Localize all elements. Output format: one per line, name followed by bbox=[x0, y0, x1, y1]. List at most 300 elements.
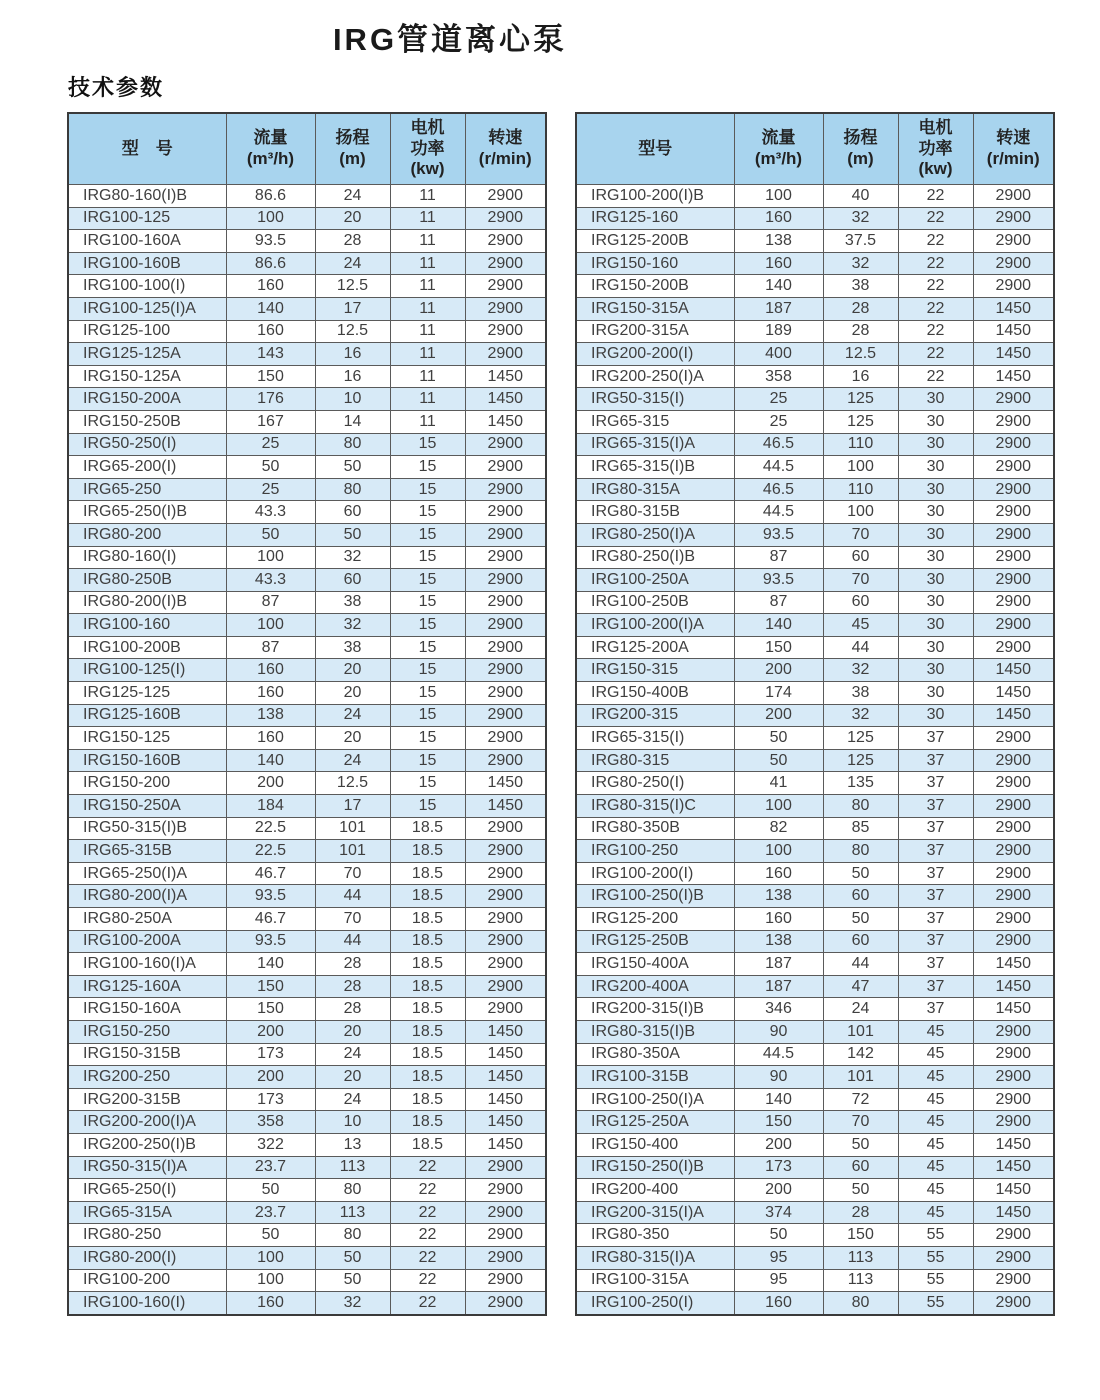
power-cell: 15 bbox=[390, 591, 465, 614]
power-cell: 22 bbox=[390, 1201, 465, 1224]
head-cell: 113 bbox=[823, 1246, 898, 1269]
model-cell: IRG200-200(I)A bbox=[68, 1111, 226, 1134]
power-cell: 18.5 bbox=[390, 1066, 465, 1089]
speed-cell: 2900 bbox=[973, 840, 1054, 863]
flow-cell: 200 bbox=[226, 1066, 315, 1089]
power-cell: 15 bbox=[390, 704, 465, 727]
head-cell: 28 bbox=[315, 953, 390, 976]
flow-cell: 138 bbox=[734, 230, 823, 253]
table-row bbox=[576, 185, 1054, 208]
model-cell: IRG200-315 bbox=[576, 704, 734, 727]
table-row bbox=[576, 1224, 1054, 1247]
power-cell: 22 bbox=[898, 185, 973, 208]
model-cell: IRG100-160(I)A bbox=[68, 953, 226, 976]
table-row bbox=[68, 501, 546, 524]
table-row bbox=[576, 230, 1054, 253]
power-cell: 22 bbox=[898, 320, 973, 343]
speed-cell: 1450 bbox=[973, 343, 1054, 366]
flow-cell: 200 bbox=[734, 1179, 823, 1202]
flow-cell: 150 bbox=[734, 1111, 823, 1134]
model-cell: IRG150-400B bbox=[576, 682, 734, 705]
speed-cell: 1450 bbox=[465, 1020, 546, 1043]
flow-cell: 46.7 bbox=[226, 862, 315, 885]
head-cell: 16 bbox=[823, 365, 898, 388]
table-row bbox=[576, 862, 1054, 885]
model-cell: IRG80-250(I)B bbox=[576, 546, 734, 569]
model-cell: IRG200-315(I)A bbox=[576, 1201, 734, 1224]
head-cell: 13 bbox=[315, 1133, 390, 1156]
speed-cell: 1450 bbox=[973, 1179, 1054, 1202]
table-row bbox=[68, 1156, 546, 1179]
head-cell: 60 bbox=[823, 885, 898, 908]
flow-cell: 93.5 bbox=[734, 569, 823, 592]
speed-cell: 2900 bbox=[973, 862, 1054, 885]
column-header-flow: 流量 (m³/h) bbox=[734, 113, 823, 185]
flow-cell: 95 bbox=[734, 1246, 823, 1269]
speed-cell: 2900 bbox=[465, 501, 546, 524]
table-row bbox=[68, 591, 546, 614]
table-row bbox=[576, 727, 1054, 750]
speed-cell: 2900 bbox=[465, 297, 546, 320]
power-cell: 37 bbox=[898, 749, 973, 772]
model-cell: IRG200-315B bbox=[68, 1088, 226, 1111]
power-cell: 15 bbox=[390, 433, 465, 456]
model-cell: IRG150-200 bbox=[68, 772, 226, 795]
speed-cell: 2900 bbox=[465, 659, 546, 682]
flow-cell: 87 bbox=[734, 546, 823, 569]
speed-cell: 2900 bbox=[465, 1156, 546, 1179]
table-row bbox=[576, 930, 1054, 953]
power-cell: 11 bbox=[390, 320, 465, 343]
power-cell: 18.5 bbox=[390, 1088, 465, 1111]
speed-cell: 2900 bbox=[465, 523, 546, 546]
flow-cell: 400 bbox=[734, 343, 823, 366]
model-cell: IRG80-315B bbox=[576, 501, 734, 524]
head-cell: 44 bbox=[315, 930, 390, 953]
flow-cell: 160 bbox=[226, 659, 315, 682]
head-cell: 38 bbox=[823, 682, 898, 705]
model-cell: IRG100-250(I)A bbox=[576, 1088, 734, 1111]
speed-cell: 2900 bbox=[973, 1246, 1054, 1269]
model-cell: IRG125-200B bbox=[576, 230, 734, 253]
table-row bbox=[68, 953, 546, 976]
model-cell: IRG200-315(I)B bbox=[576, 998, 734, 1021]
table-row bbox=[576, 546, 1054, 569]
table-row bbox=[68, 885, 546, 908]
head-cell: 24 bbox=[315, 1043, 390, 1066]
head-cell: 70 bbox=[315, 862, 390, 885]
flow-cell: 160 bbox=[226, 727, 315, 750]
power-cell: 37 bbox=[898, 930, 973, 953]
model-cell: IRG200-315A bbox=[576, 320, 734, 343]
table-row bbox=[68, 230, 546, 253]
table-row bbox=[68, 1292, 546, 1315]
head-cell: 45 bbox=[823, 614, 898, 637]
speed-cell: 1450 bbox=[973, 704, 1054, 727]
head-cell: 24 bbox=[315, 704, 390, 727]
head-cell: 12.5 bbox=[315, 275, 390, 298]
speed-cell: 2900 bbox=[465, 682, 546, 705]
head-cell: 28 bbox=[315, 998, 390, 1021]
model-cell: IRG80-350B bbox=[576, 817, 734, 840]
table-row bbox=[576, 908, 1054, 931]
head-cell: 14 bbox=[315, 410, 390, 433]
power-cell: 30 bbox=[898, 682, 973, 705]
speed-cell: 1450 bbox=[973, 365, 1054, 388]
flow-cell: 41 bbox=[734, 772, 823, 795]
model-cell: IRG65-315 bbox=[576, 410, 734, 433]
head-cell: 50 bbox=[315, 456, 390, 479]
head-cell: 20 bbox=[315, 727, 390, 750]
power-cell: 22 bbox=[390, 1224, 465, 1247]
table-row bbox=[68, 704, 546, 727]
model-cell: IRG80-350 bbox=[576, 1224, 734, 1247]
model-cell: IRG125-200 bbox=[576, 908, 734, 931]
speed-cell: 2900 bbox=[973, 1043, 1054, 1066]
speed-cell: 1450 bbox=[973, 659, 1054, 682]
column-header-head: 扬程 (m) bbox=[315, 113, 390, 185]
head-cell: 12.5 bbox=[823, 343, 898, 366]
table-row bbox=[68, 862, 546, 885]
head-cell: 32 bbox=[315, 614, 390, 637]
table-row bbox=[68, 682, 546, 705]
head-cell: 32 bbox=[315, 546, 390, 569]
column-header-power: 电机 功率 (kw) bbox=[390, 113, 465, 185]
flow-cell: 44.5 bbox=[734, 1043, 823, 1066]
speed-cell: 2900 bbox=[973, 388, 1054, 411]
table-row bbox=[68, 795, 546, 818]
model-cell: IRG80-200(I)A bbox=[68, 885, 226, 908]
flow-cell: 187 bbox=[734, 975, 823, 998]
power-cell: 37 bbox=[898, 862, 973, 885]
table-row bbox=[576, 817, 1054, 840]
speed-cell: 2900 bbox=[465, 1292, 546, 1315]
flow-cell: 23.7 bbox=[226, 1156, 315, 1179]
speed-cell: 2900 bbox=[973, 908, 1054, 931]
model-cell: IRG200-250(I)B bbox=[68, 1133, 226, 1156]
table-row bbox=[576, 682, 1054, 705]
head-cell: 38 bbox=[315, 636, 390, 659]
flow-cell: 140 bbox=[226, 953, 315, 976]
flow-cell: 44.5 bbox=[734, 501, 823, 524]
head-cell: 50 bbox=[823, 1133, 898, 1156]
flow-cell: 160 bbox=[226, 682, 315, 705]
flow-cell: 25 bbox=[226, 478, 315, 501]
table-row bbox=[68, 252, 546, 275]
table-row bbox=[68, 614, 546, 637]
table-row bbox=[68, 456, 546, 479]
head-cell: 113 bbox=[315, 1156, 390, 1179]
model-cell: IRG150-315A bbox=[576, 297, 734, 320]
speed-cell: 1450 bbox=[973, 1133, 1054, 1156]
power-cell: 15 bbox=[390, 659, 465, 682]
flow-cell: 86.6 bbox=[226, 252, 315, 275]
power-cell: 22 bbox=[390, 1156, 465, 1179]
flow-cell: 167 bbox=[226, 410, 315, 433]
flow-cell: 25 bbox=[734, 388, 823, 411]
speed-cell: 1450 bbox=[973, 1201, 1054, 1224]
table-row bbox=[68, 817, 546, 840]
page-title: IRG管道离心泵 bbox=[332, 22, 568, 57]
power-cell: 30 bbox=[898, 546, 973, 569]
flow-cell: 200 bbox=[734, 659, 823, 682]
head-cell: 12.5 bbox=[315, 772, 390, 795]
column-header-model: 型 号 bbox=[68, 113, 226, 185]
speed-cell: 2900 bbox=[465, 749, 546, 772]
table-row bbox=[576, 1133, 1054, 1156]
model-cell: IRG200-200(I) bbox=[576, 343, 734, 366]
model-cell: IRG125-250B bbox=[576, 930, 734, 953]
head-cell: 72 bbox=[823, 1088, 898, 1111]
head-cell: 60 bbox=[315, 569, 390, 592]
flow-cell: 90 bbox=[734, 1020, 823, 1043]
power-cell: 55 bbox=[898, 1269, 973, 1292]
flow-cell: 87 bbox=[734, 591, 823, 614]
speed-cell: 2900 bbox=[973, 433, 1054, 456]
table-row bbox=[576, 998, 1054, 1021]
flow-cell: 160 bbox=[734, 252, 823, 275]
power-cell: 15 bbox=[390, 456, 465, 479]
table-row bbox=[68, 365, 546, 388]
speed-cell: 2900 bbox=[973, 772, 1054, 795]
table-row bbox=[576, 252, 1054, 275]
flow-cell: 100 bbox=[734, 840, 823, 863]
speed-cell: 2900 bbox=[465, 591, 546, 614]
speed-cell: 2900 bbox=[465, 862, 546, 885]
power-cell: 11 bbox=[390, 297, 465, 320]
flow-cell: 140 bbox=[226, 749, 315, 772]
table-row bbox=[68, 1043, 546, 1066]
model-cell: IRG125-160 bbox=[576, 207, 734, 230]
flow-cell: 187 bbox=[734, 297, 823, 320]
power-cell: 37 bbox=[898, 975, 973, 998]
power-cell: 15 bbox=[390, 795, 465, 818]
head-cell: 37.5 bbox=[823, 230, 898, 253]
power-cell: 45 bbox=[898, 1201, 973, 1224]
flow-cell: 160 bbox=[734, 862, 823, 885]
speed-cell: 2900 bbox=[973, 1111, 1054, 1134]
model-cell: IRG50-315(I)B bbox=[68, 817, 226, 840]
power-cell: 18.5 bbox=[390, 1133, 465, 1156]
flow-cell: 100 bbox=[226, 614, 315, 637]
flow-cell: 160 bbox=[226, 1292, 315, 1315]
flow-cell: 160 bbox=[226, 275, 315, 298]
table-row bbox=[68, 1224, 546, 1247]
flow-cell: 50 bbox=[226, 1224, 315, 1247]
flow-cell: 46.5 bbox=[734, 478, 823, 501]
model-cell: IRG100-250B bbox=[576, 591, 734, 614]
head-cell: 101 bbox=[315, 840, 390, 863]
model-cell: IRG65-315(I)A bbox=[576, 433, 734, 456]
table-row bbox=[68, 772, 546, 795]
model-cell: IRG80-160(I)B bbox=[68, 185, 226, 208]
head-cell: 28 bbox=[823, 297, 898, 320]
model-cell: IRG80-315A bbox=[576, 478, 734, 501]
head-cell: 125 bbox=[823, 388, 898, 411]
head-cell: 50 bbox=[823, 908, 898, 931]
speed-cell: 1450 bbox=[973, 975, 1054, 998]
speed-cell: 2900 bbox=[465, 433, 546, 456]
head-cell: 80 bbox=[315, 1224, 390, 1247]
model-cell: IRG65-250 bbox=[68, 478, 226, 501]
flow-cell: 93.5 bbox=[226, 930, 315, 953]
flow-cell: 100 bbox=[734, 185, 823, 208]
model-cell: IRG65-250(I)B bbox=[68, 501, 226, 524]
flow-cell: 50 bbox=[226, 456, 315, 479]
head-cell: 135 bbox=[823, 772, 898, 795]
speed-cell: 2900 bbox=[465, 546, 546, 569]
model-cell: IRG80-350A bbox=[576, 1043, 734, 1066]
power-cell: 55 bbox=[898, 1246, 973, 1269]
speed-cell: 2900 bbox=[465, 569, 546, 592]
speed-cell: 1450 bbox=[465, 410, 546, 433]
power-cell: 18.5 bbox=[390, 885, 465, 908]
speed-cell: 1450 bbox=[973, 682, 1054, 705]
flow-cell: 200 bbox=[734, 704, 823, 727]
head-cell: 70 bbox=[315, 908, 390, 931]
flow-cell: 22.5 bbox=[226, 817, 315, 840]
speed-cell: 1450 bbox=[973, 297, 1054, 320]
head-cell: 24 bbox=[315, 185, 390, 208]
power-cell: 45 bbox=[898, 1043, 973, 1066]
table-row bbox=[68, 185, 546, 208]
table-row bbox=[68, 636, 546, 659]
flow-cell: 25 bbox=[734, 410, 823, 433]
model-cell: IRG100-250A bbox=[576, 569, 734, 592]
flow-cell: 160 bbox=[734, 908, 823, 931]
table-row bbox=[576, 207, 1054, 230]
flow-cell: 187 bbox=[734, 953, 823, 976]
flow-cell: 200 bbox=[734, 1133, 823, 1156]
model-cell: IRG80-200 bbox=[68, 523, 226, 546]
head-cell: 24 bbox=[315, 749, 390, 772]
speed-cell: 2900 bbox=[973, 501, 1054, 524]
model-cell: IRG125-100 bbox=[68, 320, 226, 343]
model-cell: IRG80-160(I) bbox=[68, 546, 226, 569]
model-cell: IRG150-250B bbox=[68, 410, 226, 433]
power-cell: 18.5 bbox=[390, 1043, 465, 1066]
head-cell: 32 bbox=[823, 704, 898, 727]
speed-cell: 2900 bbox=[973, 275, 1054, 298]
table-row bbox=[68, 569, 546, 592]
power-cell: 30 bbox=[898, 478, 973, 501]
head-cell: 50 bbox=[823, 1179, 898, 1202]
model-cell: IRG65-315(I)B bbox=[576, 456, 734, 479]
table-row bbox=[576, 1246, 1054, 1269]
speed-cell: 2900 bbox=[465, 478, 546, 501]
table-row bbox=[576, 569, 1054, 592]
flow-cell: 50 bbox=[226, 1179, 315, 1202]
flow-cell: 346 bbox=[734, 998, 823, 1021]
flow-cell: 23.7 bbox=[226, 1201, 315, 1224]
speed-cell: 2900 bbox=[973, 230, 1054, 253]
speed-cell: 2900 bbox=[465, 230, 546, 253]
power-cell: 18.5 bbox=[390, 862, 465, 885]
speed-cell: 2900 bbox=[973, 885, 1054, 908]
speed-cell: 2900 bbox=[973, 478, 1054, 501]
model-cell: IRG125-125 bbox=[68, 682, 226, 705]
speed-cell: 2900 bbox=[465, 953, 546, 976]
flow-cell: 358 bbox=[734, 365, 823, 388]
table-row bbox=[68, 1246, 546, 1269]
model-cell: IRG80-250 bbox=[68, 1224, 226, 1247]
model-cell: IRG125-160B bbox=[68, 704, 226, 727]
model-cell: IRG100-125 bbox=[68, 207, 226, 230]
section-title: 技术参数 bbox=[68, 75, 165, 100]
model-cell: IRG100-200(I) bbox=[576, 862, 734, 885]
model-cell: IRG100-315B bbox=[576, 1066, 734, 1089]
flow-cell: 150 bbox=[226, 975, 315, 998]
power-cell: 30 bbox=[898, 433, 973, 456]
power-cell: 37 bbox=[898, 772, 973, 795]
head-cell: 101 bbox=[823, 1020, 898, 1043]
model-cell: IRG150-160 bbox=[576, 252, 734, 275]
flow-cell: 46.7 bbox=[226, 908, 315, 931]
model-cell: IRG150-315B bbox=[68, 1043, 226, 1066]
speed-cell: 2900 bbox=[973, 185, 1054, 208]
column-header-head: 扬程 (m) bbox=[823, 113, 898, 185]
head-cell: 24 bbox=[823, 998, 898, 1021]
speed-cell: 2900 bbox=[465, 320, 546, 343]
power-cell: 11 bbox=[390, 185, 465, 208]
flow-cell: 189 bbox=[734, 320, 823, 343]
flow-cell: 93.5 bbox=[734, 523, 823, 546]
power-cell: 15 bbox=[390, 749, 465, 772]
speed-cell: 1450 bbox=[465, 1111, 546, 1134]
power-cell: 11 bbox=[390, 275, 465, 298]
flow-cell: 184 bbox=[226, 795, 315, 818]
head-cell: 101 bbox=[315, 817, 390, 840]
table-row bbox=[576, 343, 1054, 366]
power-cell: 30 bbox=[898, 704, 973, 727]
flow-cell: 173 bbox=[226, 1043, 315, 1066]
table-row bbox=[68, 478, 546, 501]
head-cell: 113 bbox=[315, 1201, 390, 1224]
power-cell: 15 bbox=[390, 546, 465, 569]
table-row bbox=[68, 840, 546, 863]
head-cell: 150 bbox=[823, 1224, 898, 1247]
power-cell: 45 bbox=[898, 1111, 973, 1134]
flow-cell: 138 bbox=[734, 885, 823, 908]
power-cell: 15 bbox=[390, 569, 465, 592]
table-row bbox=[68, 727, 546, 750]
flow-cell: 138 bbox=[226, 704, 315, 727]
flow-cell: 160 bbox=[226, 320, 315, 343]
head-cell: 16 bbox=[315, 365, 390, 388]
power-cell: 37 bbox=[898, 795, 973, 818]
table-row bbox=[576, 795, 1054, 818]
speed-cell: 2900 bbox=[465, 908, 546, 931]
head-cell: 28 bbox=[315, 230, 390, 253]
table-row bbox=[576, 1269, 1054, 1292]
power-cell: 22 bbox=[390, 1246, 465, 1269]
model-cell: IRG50-315(I)A bbox=[68, 1156, 226, 1179]
power-cell: 45 bbox=[898, 1156, 973, 1179]
power-cell: 37 bbox=[898, 817, 973, 840]
head-cell: 50 bbox=[315, 1246, 390, 1269]
head-cell: 20 bbox=[315, 1020, 390, 1043]
power-cell: 30 bbox=[898, 456, 973, 479]
speed-cell: 1450 bbox=[465, 388, 546, 411]
speed-cell: 1450 bbox=[973, 953, 1054, 976]
power-cell: 37 bbox=[898, 908, 973, 931]
speed-cell: 1450 bbox=[973, 1156, 1054, 1179]
flow-cell: 150 bbox=[226, 998, 315, 1021]
speed-cell: 1450 bbox=[465, 1066, 546, 1089]
table-row bbox=[576, 1156, 1054, 1179]
speed-cell: 2900 bbox=[973, 749, 1054, 772]
head-cell: 80 bbox=[823, 840, 898, 863]
